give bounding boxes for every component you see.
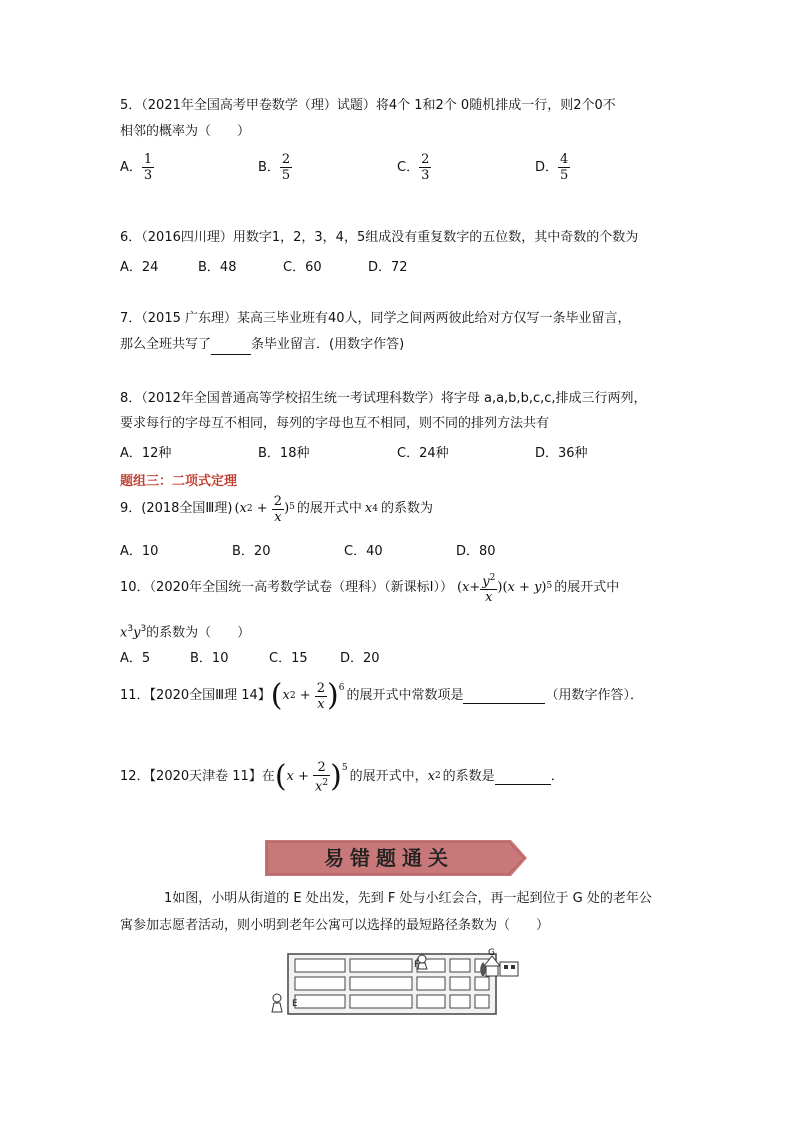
e1-line1: 1如图，小明从街道的 E 处出发，先到 F 处与小红会合，再一起到位于 G 处的老年公: [164, 891, 652, 906]
q10-option-b: B．10: [190, 651, 229, 666]
q6-option-a: A．24: [120, 260, 159, 275]
q7-line2: 那么全班共写了 条毕业留言．(用数字作答): [120, 335, 404, 355]
section-title: 题组三：二项式定理: [120, 474, 238, 489]
q9-option-c: C．40: [344, 544, 383, 559]
q5-option-c: C． $\frac{2}{3}$: [397, 152, 430, 183]
banner-title: 易错题通关: [324, 846, 454, 870]
q5-option-a: A． $\frac{1}{3}$: [120, 152, 153, 183]
map-label-e: E: [292, 999, 298, 1009]
q9-option-b: B．20: [232, 544, 271, 559]
person-e-icon: [272, 994, 282, 1012]
q12-text: 12．【2020天津卷 11】在 ( x + $\frac{2}{x^2}$ ) $^5$ 的展开式中， x 2 的系数是 ．: [120, 759, 564, 795]
street-map-figure: [270, 950, 524, 1020]
q9-option-d: D．80: [456, 544, 496, 559]
q8-option-c: C．24种: [397, 446, 449, 461]
q10-line1: 10．（2020年全国统一高考数学试卷（理科）（新课标Ⅰ）） ( x + $\frac{y^2}{x}$ )( x + y ) 5 的展开式中: [120, 572, 620, 606]
q6-option-b: B．48: [198, 260, 237, 275]
q12-answer-blank: [495, 770, 551, 785]
q10-option-d: D．20: [340, 651, 380, 666]
q6-text: 6．（2016四川理）用数字1，2，3，4，5组成没有重复数字的五位数，其中奇数的个数为: [120, 230, 639, 245]
q5-line1: 5．（2021年全国高考甲卷数学（理）试题）将4个 1和2个 0随机排成一行，则2个0不: [120, 98, 616, 113]
q6-option-c: C．60: [283, 260, 322, 275]
q8-option-b: B．18种: [258, 446, 310, 461]
q11-text: 11．【2020全国Ⅲ理 14】 ( x 2 + $\frac{2}{x}$ ) $^6$ 的展开式中常数项是 （用数字作答）．: [120, 678, 643, 713]
q8-option-d: D．36种: [535, 446, 588, 461]
q6-option-d: D．72: [368, 260, 408, 275]
q7-answer-blank: [211, 340, 251, 355]
q10-line2: $x^3y^3$的系数为（ ）: [120, 624, 251, 641]
q8-line1: 8．（2012年全国普通高等学校招生统一考试理科数学）将字母 a,a,b,b,c,c,排成三行两列，: [120, 391, 647, 406]
q9-text: 9．(2018全国Ⅲ理) ( x 2 + $\frac{2}{x}$ ) 5 的展开式中 x 4 的系数为: [120, 493, 433, 525]
map-label-f: F: [414, 960, 420, 970]
q11-answer-blank: [463, 689, 545, 704]
q7-line1: 7．（2015 广东理）某高三毕业班有40人，同学之间两两彼此给对方仅写一条毕业留言，: [120, 311, 631, 326]
q8-line2: 要求每行的字母互不相同，每列的字母也互不相同，则不同的排列方法共有: [120, 416, 550, 431]
q8-option-a: A．12种: [120, 446, 172, 461]
q5-option-b: B． $\frac{2}{5}$: [258, 152, 291, 183]
q10-option-c: C．15: [269, 651, 308, 666]
q10-option-a: A．5: [120, 651, 151, 666]
q5-option-d: D． $\frac{4}{5}$: [535, 152, 569, 183]
e1-line2: 寓参加志愿者活动，则小明到老年公寓可以选择的最短路径条数为（ ）: [120, 918, 550, 933]
banner: [265, 840, 527, 876]
q5-line2: 相邻的概率为（ ）: [120, 124, 251, 139]
map-label-g: G: [488, 948, 495, 958]
q9-option-a: A．10: [120, 544, 159, 559]
